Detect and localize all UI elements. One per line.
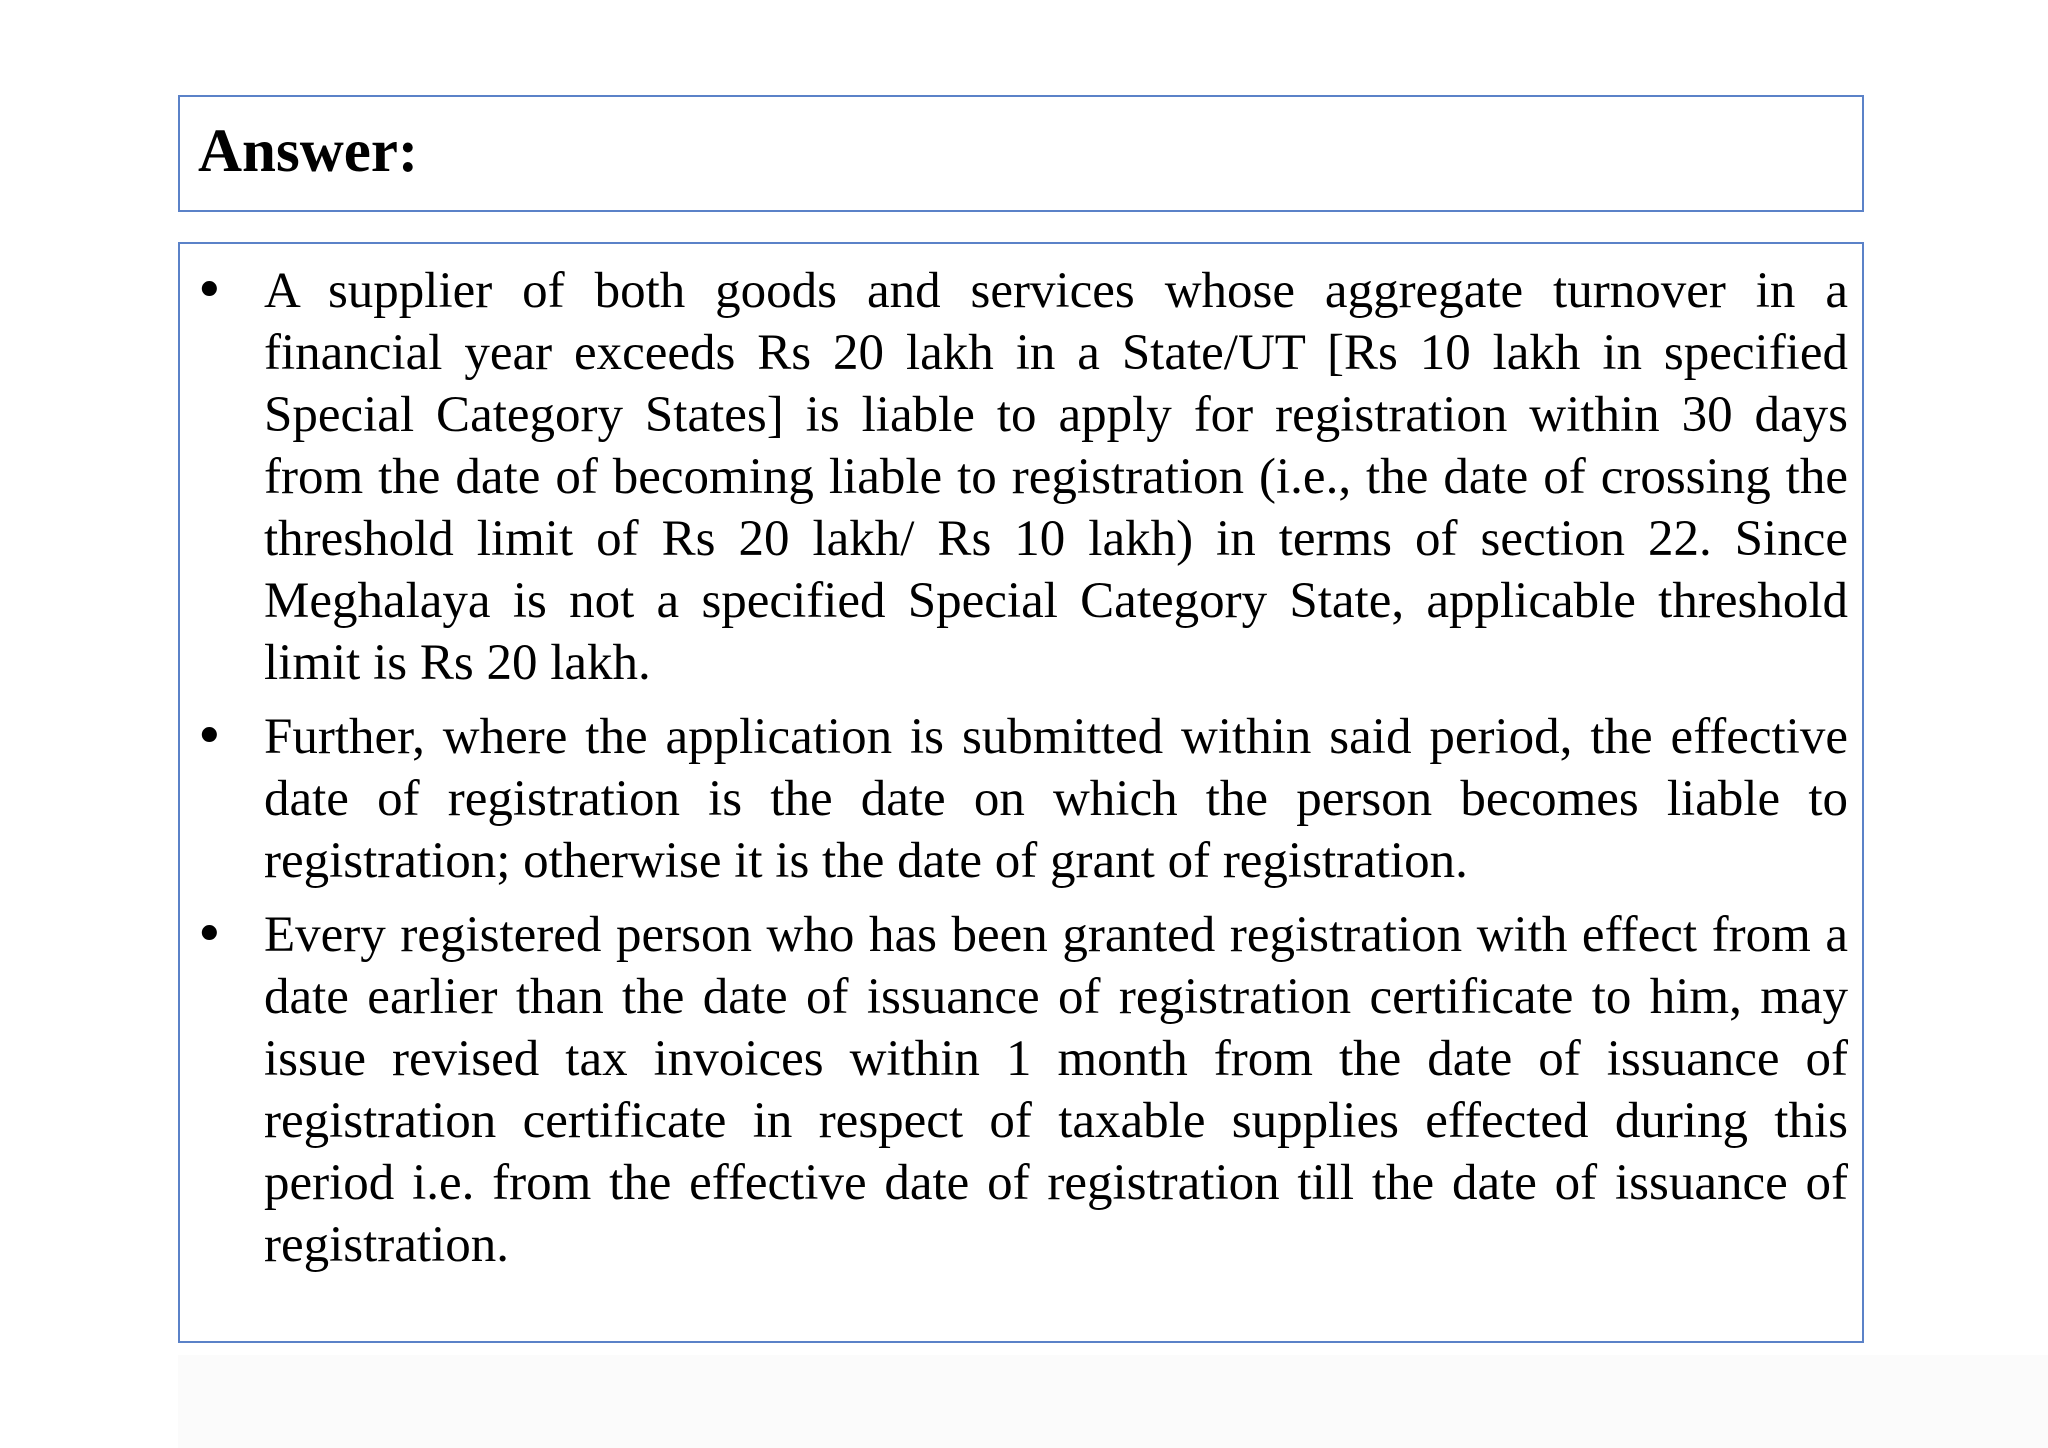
bullet-icon: • xyxy=(194,707,225,767)
answer-content-box xyxy=(178,242,1864,1343)
page-title: Answer: xyxy=(198,118,419,185)
answer-bullet-list xyxy=(180,260,1866,1288)
bullet-text: A supplier of both goods and services whose aggregate turnover in a financial year exceeds Rs 20 lakh in a State/UT [Rs 10 lakh in specified Special Category States] is liable to apply for registration within 30 days from the date of becoming liable to registration (i.e., the date of crossing the threshold limit of Rs 20 lakh/ Rs 10 lakh) in terms of section 22. Since Meghalaya is not a specified Special Category State, applicable threshold limit is Rs 20 lakh. xyxy=(264,263,1848,691)
bullet-text: Every registered person who has been granted registration with effect from a date earlier than the date of issuance of registration certificate to him, may issue revised tax invoices within 1 month from the date of issuance of registration certificate in respect of taxable supplies effected during this period i.e. from the effective date of registration till the date of issuance of registration. xyxy=(264,907,1848,1273)
bullet-text: Further, where the application is submitted within said period, the effective date of registration is the date on which the person becomes liable to registration; otherwise it is the date of grant of registration. xyxy=(264,709,1848,889)
footer-band xyxy=(178,1355,2048,1448)
bullet-icon: • xyxy=(194,261,225,321)
bullet-icon: • xyxy=(194,905,225,965)
bullet-item-registration-threshold xyxy=(180,260,1866,694)
title-box xyxy=(178,95,1864,212)
bullet-item-revised-invoices xyxy=(180,904,1866,1276)
bullet-item-effective-date xyxy=(180,706,1866,892)
